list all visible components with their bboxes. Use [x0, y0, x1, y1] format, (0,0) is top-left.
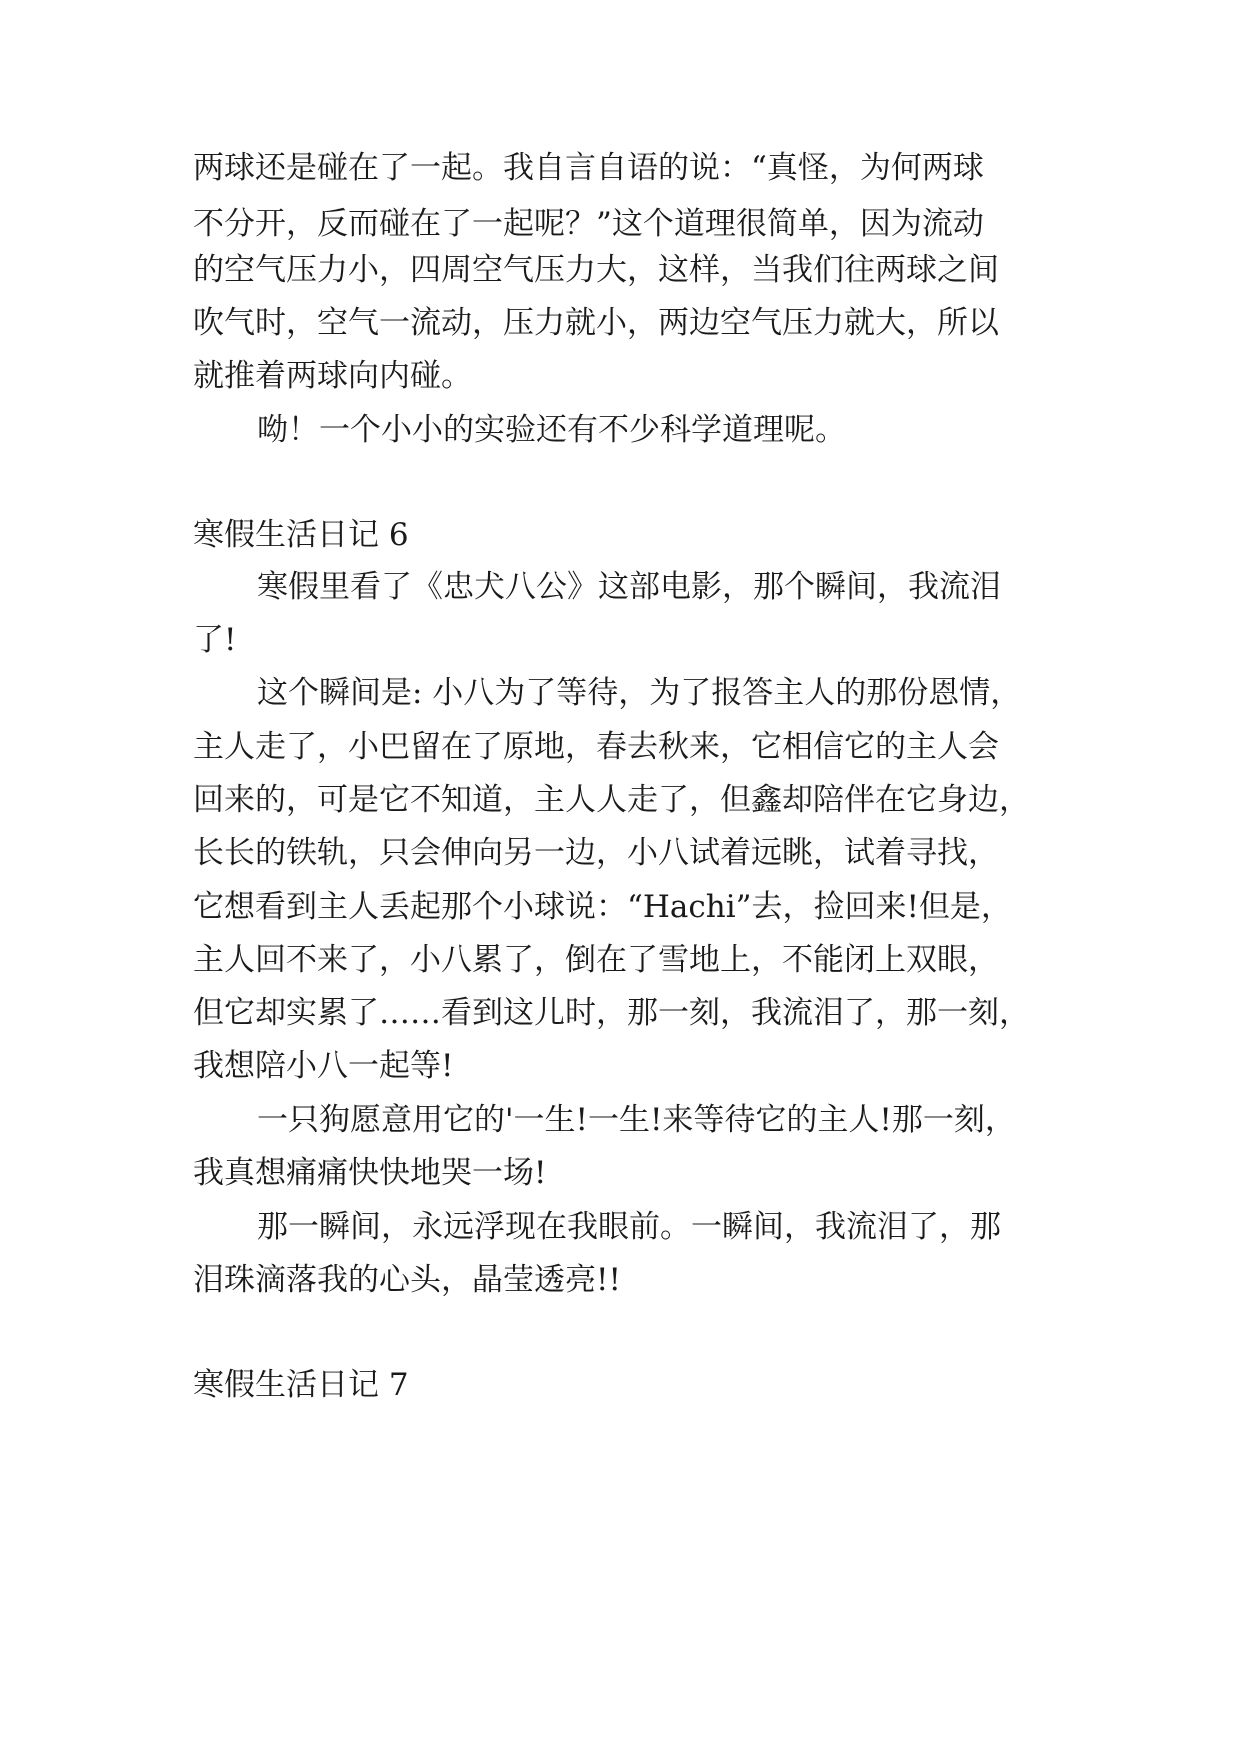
- paragraph-line: 呦！一个小小的实验还有不少科学道理呢。: [257, 412, 846, 448]
- paragraph-line: 了!: [193, 622, 237, 658]
- paragraph-line: 一只狗愿意用它的'一生!一生!来等待它的主人!那一刻，: [257, 1102, 1016, 1138]
- paragraph-line: 泪珠滴落我的心头，晶莹透亮!!: [193, 1262, 621, 1298]
- paragraph-line: 它想看到主人丢起那个小球说：“Hachi”去，捡回来!但是，: [193, 889, 1012, 925]
- paragraph-line: 那一瞬间，永远浮现在我眼前。一瞬间，我流泪了，那: [257, 1209, 1001, 1245]
- paragraph-line: 我真想痛痛快快地哭一场!: [193, 1155, 547, 1191]
- section-heading: 寒假生活日记 6: [193, 517, 409, 553]
- section-heading: 寒假生活日记 7: [193, 1367, 409, 1403]
- paragraph-line: 但它却实累了……看到这儿时，那一刻，我流泪了，那一刻，: [193, 995, 1030, 1031]
- paragraph-line: 的空气压力小，四周空气压力大，这样，当我们往两球之间: [193, 252, 999, 288]
- paragraph-line: 就推着两球向内碰。: [193, 358, 472, 394]
- paragraph-line: 回来的，可是它不知道，主人人走了，但鑫却陪伴在它身边，: [193, 782, 1030, 818]
- paragraph-line: 寒假里看了《忠犬八公》这部电影，那个瞬间，我流泪: [257, 569, 1001, 605]
- paragraph-line: 长长的铁轨，只会伸向另一边，小八试着远眺，试着寻找，: [193, 835, 999, 871]
- paragraph-line: 不分开，反而碰在了一起呢？”这个道理很简单，因为流动: [193, 206, 984, 242]
- paragraph-line: 吹气时，空气一流动，压力就小，两边空气压力就大，所以: [193, 305, 999, 341]
- paragraph-line: 主人走了，小巴留在了原地，春去秋来，它相信它的主人会: [193, 729, 999, 765]
- paragraph-line: 主人回不来了，小八累了，倒在了雪地上，不能闭上双眼，: [193, 942, 999, 978]
- paragraph-line: 我想陪小八一起等!: [193, 1048, 454, 1084]
- paragraph-line: 这个瞬间是: 小八为了等待，为了报答主人的那份恩情，: [257, 675, 1022, 711]
- paragraph-line: 两球还是碰在了一起。我自言自语的说：“真怪，为何两球: [193, 150, 984, 186]
